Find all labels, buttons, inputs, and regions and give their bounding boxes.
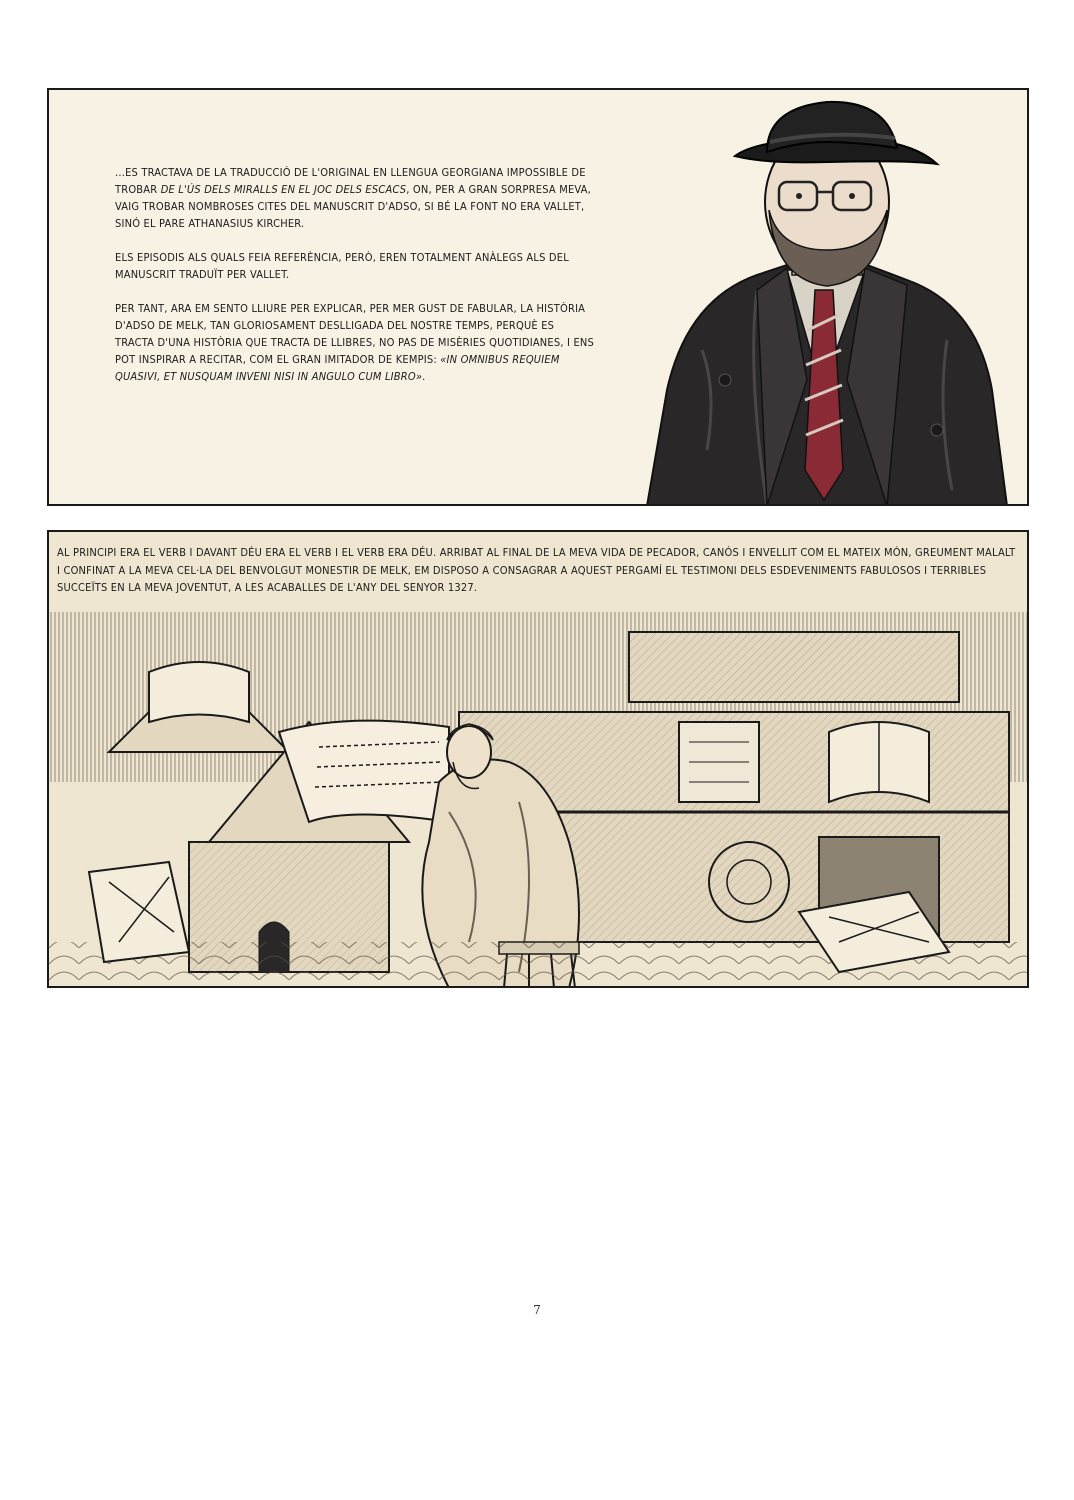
narration-caption-bottom: AL PRINCIPI ERA EL VERB I DAVANT DÉU ERA EL VERB I EL VERB ERA DÉU. ARRIBAT AL FINAL DE LA MEVA VIDA DE PECADOR, CANÓS I ENVELLIT COM EL MATEIX MÓN, GREUMENT MALALT I CONFINAT A LA MEVA CEL·LA DEL BENVOLGUT MONESTIR DE MELK, EM DISPOSO A CONSAGRAR A AQUEST PERGAMÍ EL TESTIMONI DELS ESDEVENIMENTS FABULOSOS I TERRIBLES SUCCEÏTS EN LA MEVA JOVENTUT, A LES ACABALLES DE L'ANY DEL SENYOR 1327.: [57, 544, 1017, 597]
bottom-panel: [47, 530, 1029, 988]
caption-paragraph-3: PER TANT, ARA EM SENTO LLIURE PER EXPLICAR, PER MER GUST DE FABULAR, LA HISTÒRIA D'ADSO DE MELK, TAN GLORIOSAMENT DESLLIGADA DEL NOSTRE TEMPS, PERQUÈ ES TRACTA D'UNA HISTÒRIA QUE TRACTA DE LLIBRES, NO PAS DE MISÈRIES QUOTIDIANES, I ENS POT INSPIRAR A RECITAR, COM EL GRAN IMITADOR DE KEMPIS: «IN OMNIBUS REQUIEM QUASIVI, ET NUSQUAM INVENI NISI IN ANGULO CUM LIBRO».: [115, 302, 595, 383]
book-title: DE L'ÚS DELS MIRALLS EN EL JOC DELS ESCACS: [160, 183, 407, 196]
latin-quote: «IN OMNIBUS REQUIEM QUASIVI, ET NUSQUAM INVENI NISI IN ANGULO CUM LIBRO»: [115, 353, 560, 383]
scriptorium-illustration: [49, 612, 1027, 988]
top-panel: [47, 88, 1029, 506]
page-number: 7: [533, 1303, 541, 1317]
caption-paragraph-2: ELS EPISODIS ALS QUALS FEIA REFERÈNCIA, PERÒ, EREN TOTALMENT ANÀLEGS ALS DEL MANUSCRIT TRADUÏT PER VALLET.: [115, 251, 569, 281]
caption-paragraph-1: …ES TRACTAVA DE LA TRADUCCIÓ DE L'ORIGINAL EN LLENGUA GEORGIANA IMPOSSIBLE DE TROBAR DE L'ÚS DELS MIRALLS EN EL JOC DELS ESCACS, ON, PER A GRAN SORPRESA MEVA, VAIG TROBAR NOMBROSES CITES DEL MANUSCRIT D'ADSO, SI BÉ LA FONT NO ERA VALLET, SINÓ EL PARE ATHANASIUS KIRCHER.: [115, 166, 591, 230]
narration-caption-top: [115, 164, 595, 402]
portrait-illustration: [607, 90, 1027, 506]
